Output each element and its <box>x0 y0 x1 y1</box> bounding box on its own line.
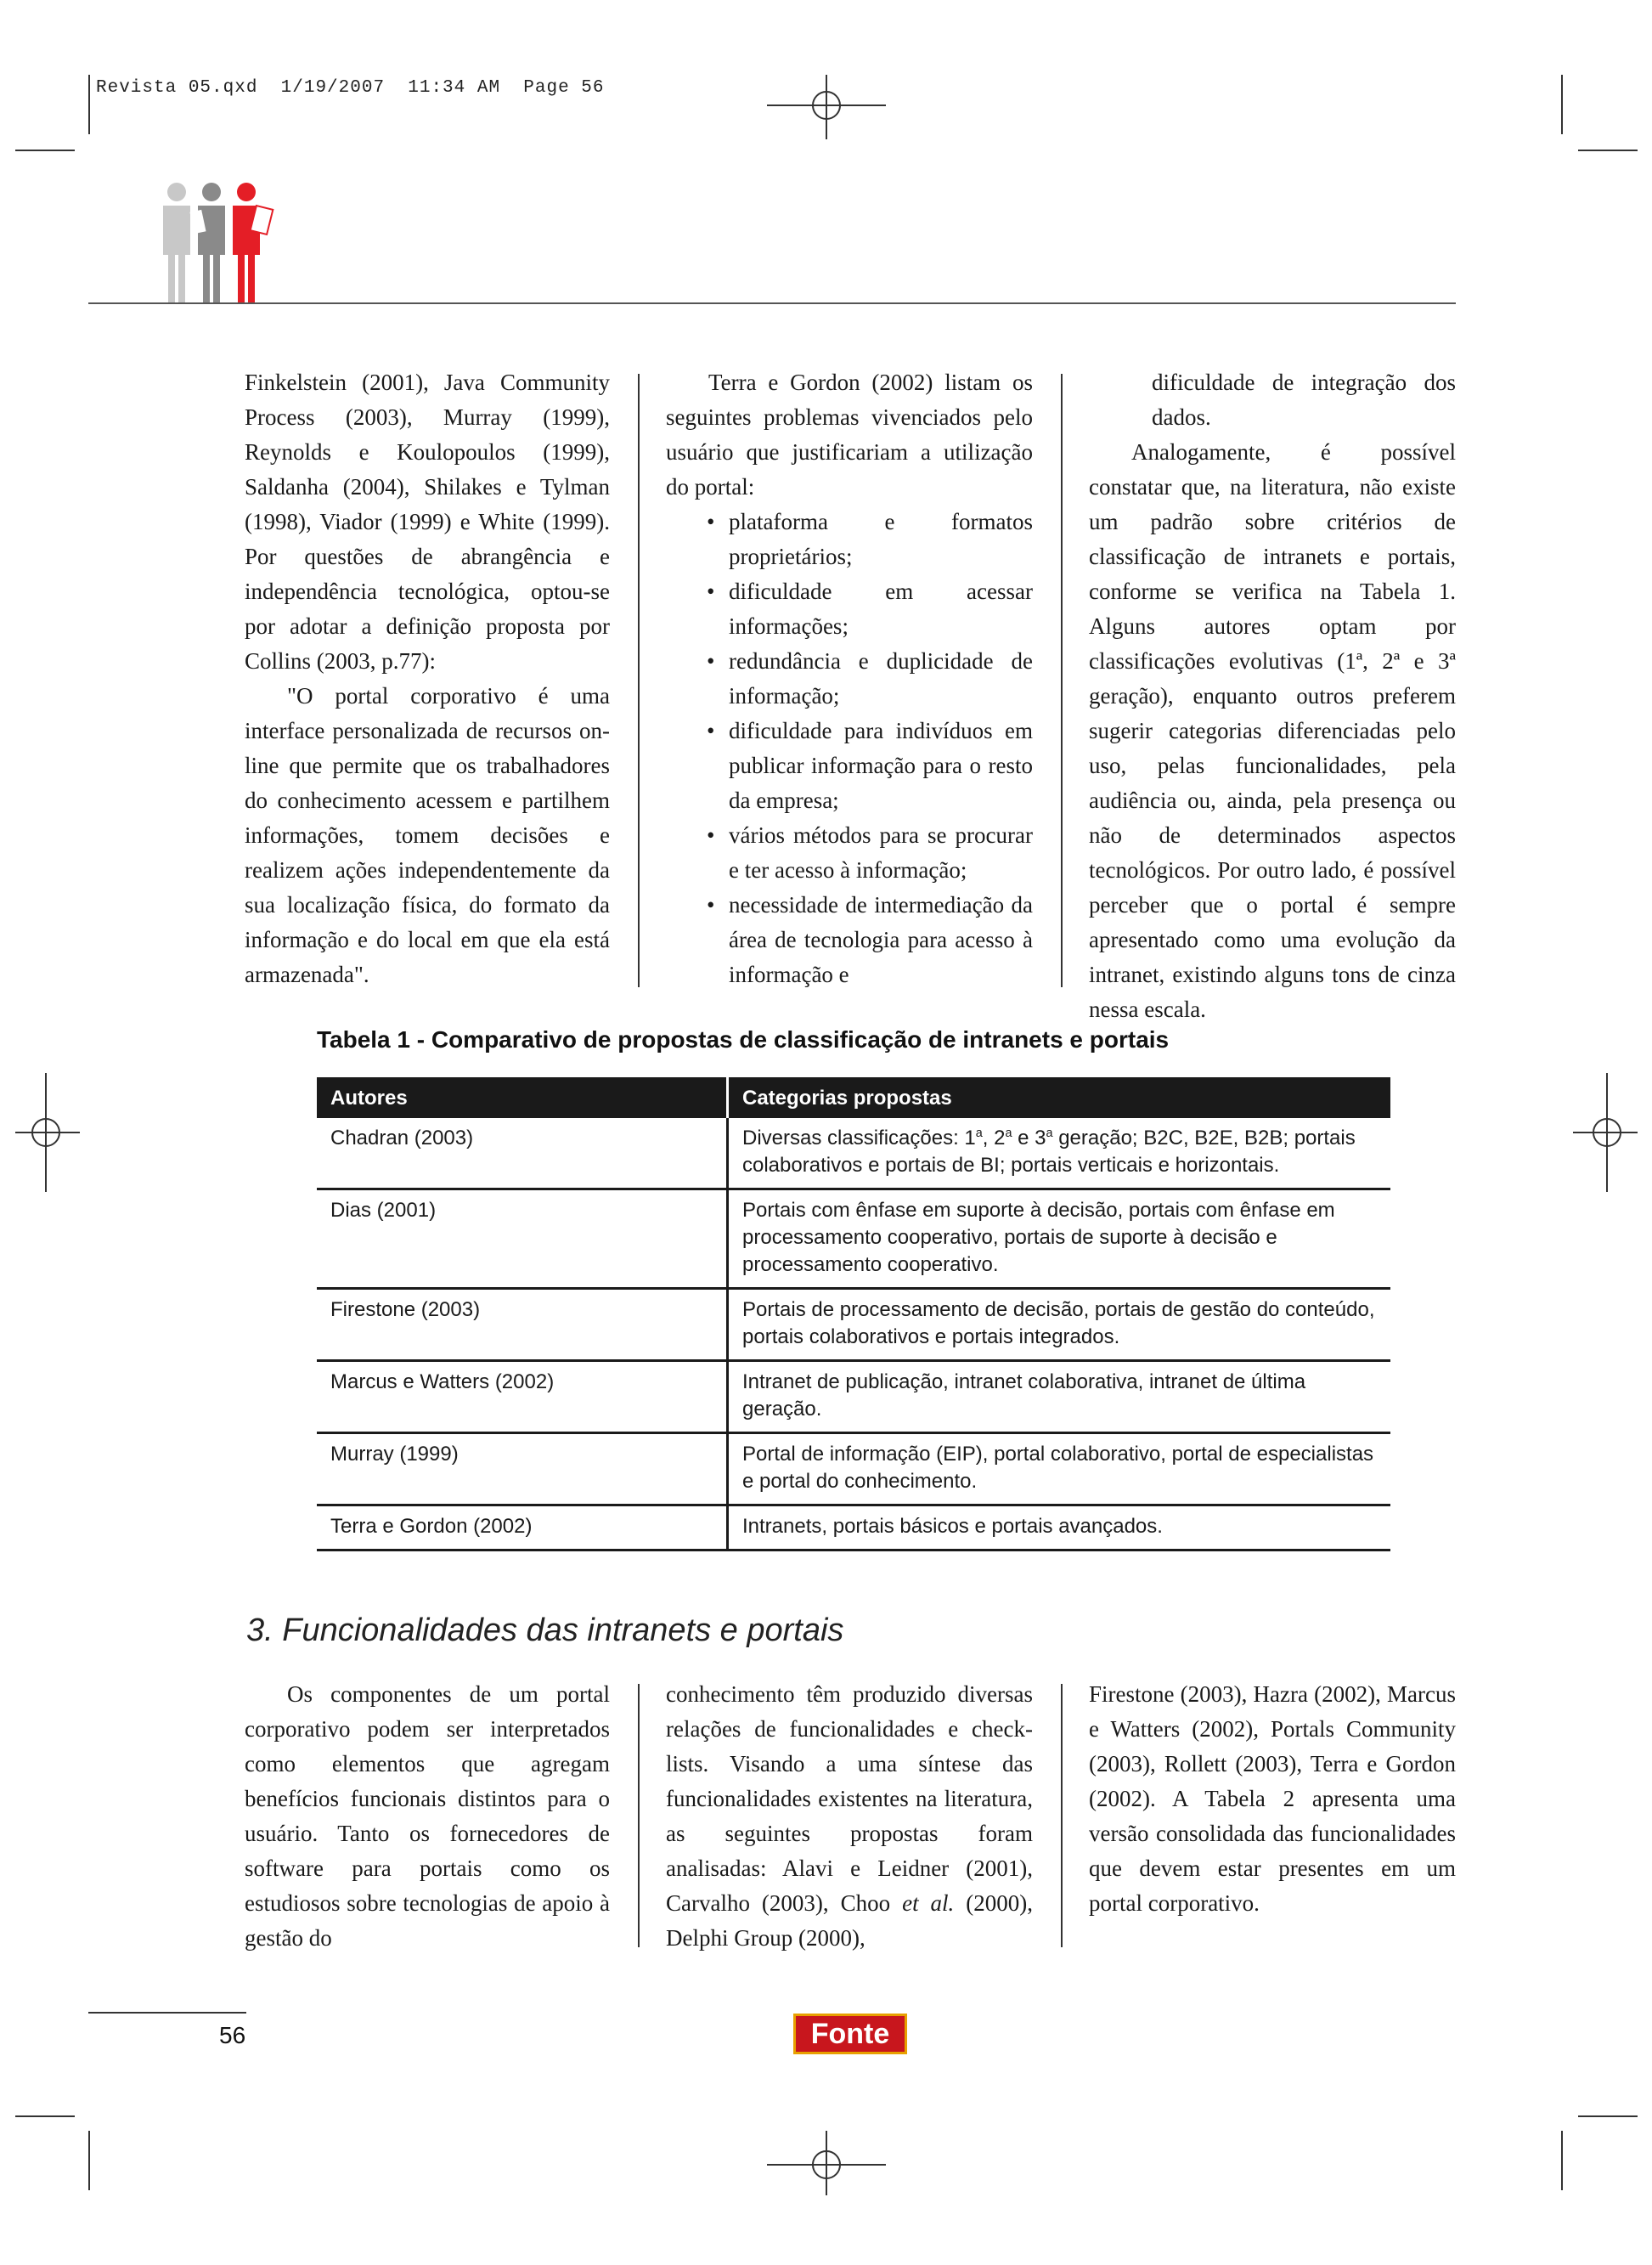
column-header-autores: Autores <box>317 1077 728 1118</box>
crop-mark <box>88 75 90 134</box>
column-rule <box>1061 374 1063 987</box>
paragraph: Terra e Gordon (2002) listam os seguintes problemas vivenciados pelo usuário que justificariam a utilização do portal: <box>666 370 1033 500</box>
column-rule <box>638 1684 640 1947</box>
paragraph: Os componentes de um portal corporativo podem ser interpretados como elementos que agregam benefícios funcionais distintos para o usuário. Tanto os fornecedores de software para portais como os estudiosos sobre tecnologias de apoio à gestão do <box>245 1681 610 1951</box>
registration-mark-left <box>15 1073 80 1192</box>
crop-mark <box>15 2115 75 2117</box>
table-row <box>317 1505 1390 1550</box>
registration-mark-bottom <box>767 2131 886 2195</box>
list-item: • vários métodos para se procurar e ter acesso à informação; <box>666 818 1033 888</box>
column-rule <box>1061 1684 1063 1947</box>
body-column-3 <box>1089 365 1456 1027</box>
column-rule <box>638 374 640 987</box>
people-logo-icon <box>158 182 285 304</box>
body-column-2 <box>666 365 1033 992</box>
list-item: • necessidade de intermediação da área de tecnologia para acesso à informação e <box>666 888 1033 992</box>
page-number: 56 <box>219 2022 246 2048</box>
header-rule <box>88 302 1456 304</box>
crop-mark <box>1578 150 1638 151</box>
section-column-3 <box>1089 1677 1456 1921</box>
paragraph-continued: dificuldade de integração dos dados. <box>1152 370 1456 430</box>
table-header-row <box>317 1077 1390 1118</box>
section-heading: 3. Funcionalidades das intranets e portais <box>246 1613 844 1648</box>
category-cell: Intranets, portais básicos e portais avançados. <box>728 1505 1391 1550</box>
quote-paragraph: "O portal corporativo é uma interface personalizada de recursos on-line que permite que os trabalhadores do conhecimento acessem e partilhem informações, tomem decisões e realizem ações independentemente da sua localização física, do formato da informação e do local em que ela está armazenada". <box>245 683 610 987</box>
registration-mark-top <box>767 75 886 139</box>
paragraph: conhecimento têm produzido diversas relações de funcionalidades e check-lists. Visando a uma síntese das funcionalidades existentes na literatura, as seguintes propostas foram analisadas: Alavi e Leidner (2001), Carvalho (2003), Choo et al. (2000), Delphi Group (2000), <box>666 1681 1033 1951</box>
paragraph: Finkelstein (2001), Java Community Process (2003), Murray (1999), Reynolds e Koulopoulos (1999), Saldanha (2004), Shilakes e Tylman (1998), Viador (1999) e White (1999). Por questões de abrangência e independência tecnológica, optou-se por adotar a definição proposta por Collins (2003, p.77): <box>245 370 610 674</box>
list-item: • redundância e duplicidade de informação; <box>666 644 1033 714</box>
crop-mark <box>15 150 75 151</box>
author-cell: Marcus e Watters (2002) <box>317 1361 728 1433</box>
paragraph: Analogamente, é possível constatar que, na literatura, não existe um padrão sobre critérios de classificação de intranets e portais, conforme se verifica na Tabela 1. Alguns autores optam por classificações evolutivas (1ª, 2ª e 3ª geração), enquanto outros preferem sugerir categorias diferenciadas pelo uso, pelas funcionalidades, pela audiência ou, ainda, pela presença ou não de determinados aspectos tecnológicos. Por outro lado, é possível perceber que o portal é sempre apresentado como uma evolução da intranet, existindo alguns tons de cinza nessa escala. <box>1089 439 1456 1022</box>
footer-rule <box>88 2012 246 2014</box>
category-cell: Portais com ênfase em suporte à decisão, portais com ênfase em processamento cooperativo, portais de suporte à decisão e processamento cooperativo. <box>728 1189 1391 1289</box>
problem-list <box>666 505 1033 992</box>
slug-line: Revista 05.qxd 1/19/2007 11:34 AM Page 56 <box>96 78 605 98</box>
section-column-2 <box>666 1677 1033 1956</box>
table-row <box>317 1189 1390 1289</box>
table-row <box>317 1433 1390 1505</box>
category-cell: Portais de processamento de decisão, portais de gestão do conteúdo, portais colaborativos e portais integrados. <box>728 1289 1391 1361</box>
list-item: • dificuldade para indivíduos em publicar informação para o resto da empresa; <box>666 714 1033 818</box>
author-cell: Chadran (2003) <box>317 1118 728 1189</box>
classification-table <box>317 1077 1390 1551</box>
column-header-categorias: Categorias propostas <box>728 1077 1391 1118</box>
body-column-1 <box>245 365 610 992</box>
section-column-1 <box>245 1677 610 1956</box>
crop-mark <box>1561 75 1563 134</box>
author-cell: Firestone (2003) <box>317 1289 728 1361</box>
table-row <box>317 1361 1390 1433</box>
author-cell: Dias (2001) <box>317 1189 728 1289</box>
registration-mark-right <box>1573 1073 1638 1192</box>
crop-mark <box>1578 2115 1638 2117</box>
author-cell: Terra e Gordon (2002) <box>317 1505 728 1550</box>
crop-mark <box>88 2131 90 2190</box>
crop-mark <box>1561 2131 1563 2190</box>
category-cell: Diversas classificações: 1$^a$, 2$^a$ e 3$^a$ geração; B2C, B2E, B2B; portais colaborativos e portais de BI; portais verticais e horizontais. <box>728 1118 1391 1189</box>
list-item: • plataforma e formatos proprietários; <box>666 505 1033 574</box>
category-cell: Intranet de publicação, intranet colaborativa, intranet de última geração. <box>728 1361 1391 1433</box>
list-item: • dificuldade em acessar informações; <box>666 574 1033 644</box>
table-caption: Tabela 1 - Comparativo de propostas de classificação de intranets e portais <box>317 1026 1170 1053</box>
fonte-logo: Fonte <box>793 2014 907 2054</box>
table-row <box>317 1289 1390 1361</box>
author-cell: Murray (1999) <box>317 1433 728 1505</box>
category-cell: Portal de informação (EIP), portal colaborativo, portal de especialistas e portal do conhecimento. <box>728 1433 1391 1505</box>
paragraph: Firestone (2003), Hazra (2002), Marcus e Watters (2002), Portals Community (2003), Rollett (2003), Terra e Gordon (2002). A Tabela 2 apresenta uma versão consolidada das funcionalidades que devem estar presentes em um portal corporativo. <box>1089 1681 1456 1916</box>
table-row <box>317 1118 1390 1189</box>
